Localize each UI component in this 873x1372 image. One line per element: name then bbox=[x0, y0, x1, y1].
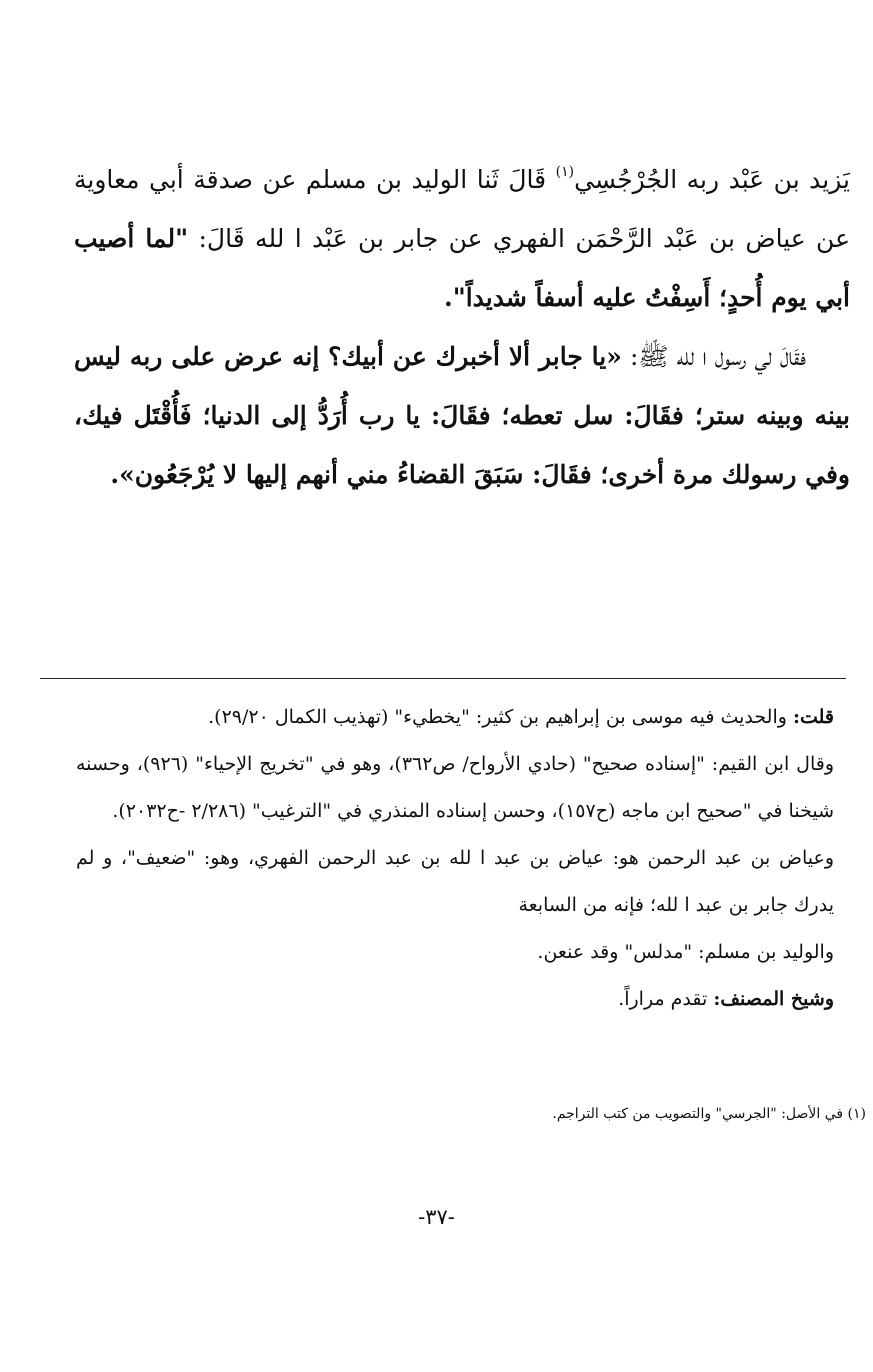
page-number: -٣٧- bbox=[418, 1205, 455, 1229]
note-5 bbox=[76, 976, 834, 1023]
note-3: وعياض بن عبد الرحمن هو: عياض بن عبد ا لله بن عبد الرحمن الفهري، وهو: "ضعيف"، و لم يدرك جابر بن عبد ا لله؛ فإنه من السابعة bbox=[76, 847, 834, 916]
footnote-separator bbox=[40, 678, 846, 679]
paragraph-1 bbox=[74, 150, 850, 327]
note-text: تقدم مراراً. bbox=[618, 988, 714, 1010]
footnote-reference: (١) bbox=[555, 164, 575, 180]
note-label: قلت: bbox=[792, 706, 834, 728]
note-text: والحديث فيه موسى بن إبراهيم بن كثير: "يخطيء" (تهذيب الكمال ٢٩/٢٠). bbox=[208, 706, 793, 728]
paragraph-2 bbox=[74, 327, 850, 504]
main-text bbox=[74, 150, 850, 504]
narration-intro: فقَالَ لي رسول ا لله ﷺ: bbox=[621, 342, 806, 371]
note-4: والوليد بن مسلم: "مدلس" وقد عنعن. bbox=[537, 941, 834, 963]
note-1 bbox=[76, 694, 834, 741]
commentary-notes bbox=[76, 694, 834, 1023]
isnad-text: يَزيد بن عَبْد ربه الجُرْجُسِي bbox=[574, 165, 850, 194]
isnad-text-continued: قَالَ ثَنا الوليد بن مسلم عن صدقة أبي معاوية عن عياض بن عَبْد الرَّحْمَن الفهري عن جابر بن عَبْد ا لله قَالَ: bbox=[74, 165, 851, 253]
footnote-1: (١) في الأصل: "الجرسي" والتصويب من كتب التراجم. bbox=[552, 1106, 866, 1122]
hadith-quote-1: "لما أصيب أبي يوم أُحدٍ؛ أَسِفْتُ عليه أسفاً شديداً". bbox=[74, 224, 850, 312]
hadith-quote-2: «يا جابر ألا أخبرك عن أبيك؟ إنه عرض على ربه ليس بينه وبينه ستر؛ فقَالَ: سل تعطه؛ فقَالَ: يا رب أُرَدُّ إلى الدنيا؛ فَأُقْتَل فيك، وفي رسولك مرة أخرى؛ فقَالَ: سَبَقَ القضاءُ مني أنهم إليها لا يُرْجَعُون». bbox=[74, 342, 850, 489]
note-label: وشيخ المصنف: bbox=[713, 988, 834, 1010]
note-2: وقال ابن القيم: "إسناده صحيح" (حادي الأرواح/ ص٣٦٢)، وهو في "تخريج الإحياء" (٩٢٦)، وحسنه شيخنا في "صحيح ابن ماجه (ح١٥٧)، وحسن إسناده المنذري في "الترغيب" (٢/٢٨٦ -ح٢٠٣٢). bbox=[76, 753, 835, 822]
